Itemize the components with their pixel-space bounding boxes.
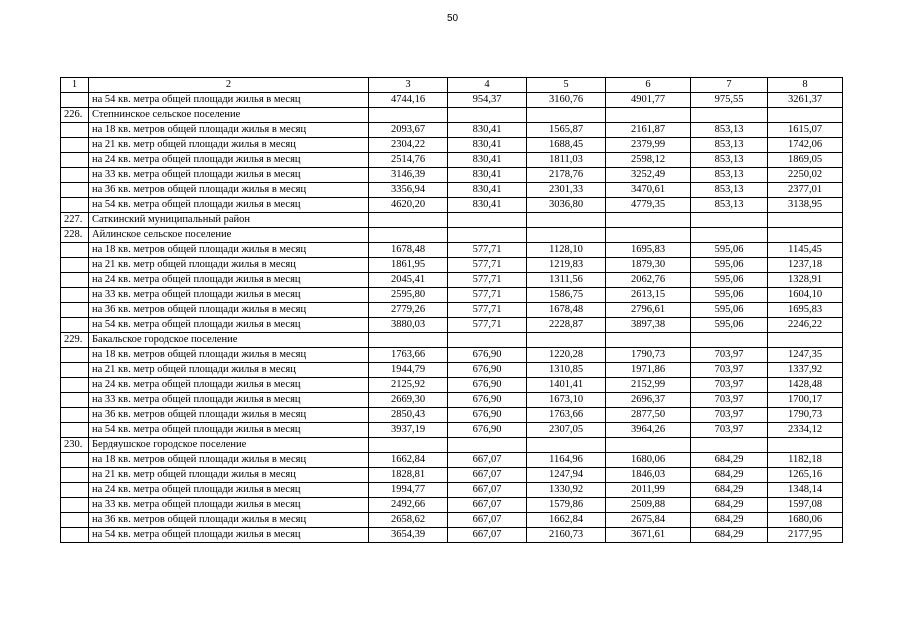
value-cell-col-8: 1790,73 bbox=[768, 408, 843, 423]
value-cell-col-3 bbox=[369, 333, 448, 348]
value-cell-col-4: 830,41 bbox=[448, 168, 527, 183]
row-number bbox=[61, 168, 89, 183]
row-description: на 54 кв. метра общей площади жилья в месяц bbox=[89, 318, 369, 333]
value-cell-col-6: 2152,99 bbox=[606, 378, 691, 393]
value-cell-col-4: 667,07 bbox=[448, 513, 527, 528]
row-number bbox=[61, 303, 89, 318]
value-cell-col-7: 853,13 bbox=[691, 183, 768, 198]
value-cell-col-3: 2669,30 bbox=[369, 393, 448, 408]
value-cell-col-8: 1265,16 bbox=[768, 468, 843, 483]
table-row bbox=[61, 153, 843, 168]
table-row bbox=[61, 528, 843, 543]
value-cell-col-5: 1662,84 bbox=[527, 513, 606, 528]
table-row bbox=[61, 258, 843, 273]
tariff-table bbox=[60, 77, 843, 543]
value-cell-col-6 bbox=[606, 438, 691, 453]
value-cell-col-8: 1237,18 bbox=[768, 258, 843, 273]
value-cell-col-4: 577,71 bbox=[448, 288, 527, 303]
row-number bbox=[61, 93, 89, 108]
row-description: на 36 кв. метров общей площади жилья в месяц bbox=[89, 303, 369, 318]
value-cell-col-7: 853,13 bbox=[691, 198, 768, 213]
row-description: на 33 кв. метра общей площади жилья в месяц bbox=[89, 393, 369, 408]
value-cell-col-5 bbox=[527, 333, 606, 348]
value-cell-col-8: 2377,01 bbox=[768, 183, 843, 198]
value-cell-col-6: 3964,26 bbox=[606, 423, 691, 438]
value-cell-col-7: 595,06 bbox=[691, 258, 768, 273]
value-cell-col-6: 1846,03 bbox=[606, 468, 691, 483]
value-cell-col-8: 1680,06 bbox=[768, 513, 843, 528]
row-number bbox=[61, 408, 89, 423]
value-cell-col-3: 3880,03 bbox=[369, 318, 448, 333]
table-row bbox=[61, 138, 843, 153]
value-cell-col-5: 2228,87 bbox=[527, 318, 606, 333]
table-row bbox=[61, 483, 843, 498]
value-cell-col-3 bbox=[369, 438, 448, 453]
value-cell-col-4: 667,07 bbox=[448, 468, 527, 483]
value-cell-col-5 bbox=[527, 228, 606, 243]
value-cell-col-7: 684,29 bbox=[691, 453, 768, 468]
value-cell-col-6: 4901,77 bbox=[606, 93, 691, 108]
value-cell-col-6 bbox=[606, 213, 691, 228]
row-number bbox=[61, 483, 89, 498]
value-cell-col-6: 3897,38 bbox=[606, 318, 691, 333]
value-cell-col-5: 1164,96 bbox=[527, 453, 606, 468]
value-cell-col-3: 4744,16 bbox=[369, 93, 448, 108]
table-row bbox=[61, 363, 843, 378]
row-number bbox=[61, 348, 89, 363]
value-cell-col-7: 703,97 bbox=[691, 408, 768, 423]
row-description: Бакальское городское поселение bbox=[89, 333, 369, 348]
row-number bbox=[61, 288, 89, 303]
row-description: на 36 кв. метров общей площади жилья в месяц bbox=[89, 513, 369, 528]
row-number bbox=[61, 198, 89, 213]
row-number: 227. bbox=[61, 213, 89, 228]
value-cell-col-5: 2301,33 bbox=[527, 183, 606, 198]
table-row bbox=[61, 453, 843, 468]
table-row bbox=[61, 348, 843, 363]
value-cell-col-6: 1680,06 bbox=[606, 453, 691, 468]
value-cell-col-8: 1328,91 bbox=[768, 273, 843, 288]
value-cell-col-4: 577,71 bbox=[448, 303, 527, 318]
value-cell-col-3: 1861,95 bbox=[369, 258, 448, 273]
value-cell-col-5: 1220,28 bbox=[527, 348, 606, 363]
column-header-3: 3 bbox=[369, 78, 448, 93]
value-cell-col-5: 1330,92 bbox=[527, 483, 606, 498]
value-cell-col-4: 577,71 bbox=[448, 243, 527, 258]
table-row bbox=[61, 468, 843, 483]
table-row bbox=[61, 228, 843, 243]
value-cell-col-6: 4779,35 bbox=[606, 198, 691, 213]
value-cell-col-3: 3356,94 bbox=[369, 183, 448, 198]
value-cell-col-5: 2178,76 bbox=[527, 168, 606, 183]
value-cell-col-3: 1994,77 bbox=[369, 483, 448, 498]
value-cell-col-7: 595,06 bbox=[691, 303, 768, 318]
value-cell-col-8: 3138,95 bbox=[768, 198, 843, 213]
value-cell-col-4: 667,07 bbox=[448, 498, 527, 513]
table-row bbox=[61, 93, 843, 108]
table-row bbox=[61, 333, 843, 348]
column-header-7: 7 bbox=[691, 78, 768, 93]
row-description: на 54 кв. метра общей площади жилья в месяц bbox=[89, 423, 369, 438]
value-cell-col-3: 1763,66 bbox=[369, 348, 448, 363]
row-number bbox=[61, 513, 89, 528]
value-cell-col-4: 667,07 bbox=[448, 453, 527, 468]
row-number: 226. bbox=[61, 108, 89, 123]
value-cell-col-3 bbox=[369, 213, 448, 228]
header-row bbox=[61, 78, 843, 93]
value-cell-col-4: 676,90 bbox=[448, 408, 527, 423]
row-number bbox=[61, 453, 89, 468]
value-cell-col-4: 676,90 bbox=[448, 393, 527, 408]
row-description: Саткинский муниципальный район bbox=[89, 213, 369, 228]
value-cell-col-4 bbox=[448, 333, 527, 348]
table-row bbox=[61, 378, 843, 393]
row-description: на 54 кв. метра общей площади жилья в месяц bbox=[89, 528, 369, 543]
value-cell-col-3: 2514,76 bbox=[369, 153, 448, 168]
value-cell-col-5: 1401,41 bbox=[527, 378, 606, 393]
row-number bbox=[61, 183, 89, 198]
row-number bbox=[61, 273, 89, 288]
value-cell-col-6: 1971,86 bbox=[606, 363, 691, 378]
value-cell-col-8: 2334,12 bbox=[768, 423, 843, 438]
row-number bbox=[61, 318, 89, 333]
value-cell-col-5: 1763,66 bbox=[527, 408, 606, 423]
value-cell-col-8: 1337,92 bbox=[768, 363, 843, 378]
row-number bbox=[61, 423, 89, 438]
row-description: на 21 кв. метр общей площади жилья в месяц bbox=[89, 258, 369, 273]
value-cell-col-8: 3261,37 bbox=[768, 93, 843, 108]
value-cell-col-8 bbox=[768, 333, 843, 348]
value-cell-col-7: 703,97 bbox=[691, 378, 768, 393]
value-cell-col-4 bbox=[448, 228, 527, 243]
value-cell-col-8: 1869,05 bbox=[768, 153, 843, 168]
value-cell-col-6: 2011,99 bbox=[606, 483, 691, 498]
value-cell-col-6: 3671,61 bbox=[606, 528, 691, 543]
row-number bbox=[61, 498, 89, 513]
value-cell-col-7: 975,55 bbox=[691, 93, 768, 108]
value-cell-col-5: 1811,03 bbox=[527, 153, 606, 168]
value-cell-col-6: 2379,99 bbox=[606, 138, 691, 153]
value-cell-col-3: 3146,39 bbox=[369, 168, 448, 183]
page-number: 50 bbox=[446, 13, 459, 24]
value-cell-col-4 bbox=[448, 438, 527, 453]
row-description: на 24 кв. метра общей площади жилья в месяц bbox=[89, 483, 369, 498]
table-row bbox=[61, 198, 843, 213]
table-row bbox=[61, 108, 843, 123]
value-cell-col-3: 2850,43 bbox=[369, 408, 448, 423]
value-cell-col-8: 1145,45 bbox=[768, 243, 843, 258]
value-cell-col-7: 595,06 bbox=[691, 243, 768, 258]
value-cell-col-3: 2779,26 bbox=[369, 303, 448, 318]
value-cell-col-5: 2160,73 bbox=[527, 528, 606, 543]
value-cell-col-3: 3937,19 bbox=[369, 423, 448, 438]
value-cell-col-4: 577,71 bbox=[448, 258, 527, 273]
table-row bbox=[61, 498, 843, 513]
value-cell-col-5: 1673,10 bbox=[527, 393, 606, 408]
value-cell-col-4: 830,41 bbox=[448, 183, 527, 198]
column-header-name: 2 bbox=[89, 78, 369, 93]
row-description: на 18 кв. метров общей площади жилья в месяц bbox=[89, 123, 369, 138]
value-cell-col-6: 2696,37 bbox=[606, 393, 691, 408]
value-cell-col-7: 684,29 bbox=[691, 483, 768, 498]
row-description: на 36 кв. метров общей площади жилья в месяц bbox=[89, 183, 369, 198]
value-cell-col-6: 2613,15 bbox=[606, 288, 691, 303]
value-cell-col-3: 2595,80 bbox=[369, 288, 448, 303]
row-number bbox=[61, 258, 89, 273]
row-number bbox=[61, 393, 89, 408]
value-cell-col-6 bbox=[606, 108, 691, 123]
row-description: на 33 кв. метра общей площади жилья в месяц bbox=[89, 288, 369, 303]
value-cell-col-7: 595,06 bbox=[691, 273, 768, 288]
value-cell-col-6: 1695,83 bbox=[606, 243, 691, 258]
value-cell-col-3: 4620,20 bbox=[369, 198, 448, 213]
value-cell-col-7: 853,13 bbox=[691, 123, 768, 138]
row-description: Бердяушское городское поселение bbox=[89, 438, 369, 453]
table-row bbox=[61, 408, 843, 423]
value-cell-col-7: 703,97 bbox=[691, 423, 768, 438]
column-header-8: 8 bbox=[768, 78, 843, 93]
table-row bbox=[61, 183, 843, 198]
value-cell-col-6: 2062,76 bbox=[606, 273, 691, 288]
column-header-4: 4 bbox=[448, 78, 527, 93]
value-cell-col-5 bbox=[527, 108, 606, 123]
value-cell-col-5: 3160,76 bbox=[527, 93, 606, 108]
value-cell-col-7: 853,13 bbox=[691, 153, 768, 168]
row-description: на 21 кв. метр общей площади жилья в месяц bbox=[89, 138, 369, 153]
value-cell-col-8: 1597,08 bbox=[768, 498, 843, 513]
value-cell-col-7 bbox=[691, 228, 768, 243]
value-cell-col-6: 2598,12 bbox=[606, 153, 691, 168]
value-cell-col-6: 2675,84 bbox=[606, 513, 691, 528]
column-header-number: 1 bbox=[61, 78, 89, 93]
row-number bbox=[61, 123, 89, 138]
table-row bbox=[61, 513, 843, 528]
row-number: 228. bbox=[61, 228, 89, 243]
value-cell-col-8 bbox=[768, 438, 843, 453]
value-cell-col-8: 1348,14 bbox=[768, 483, 843, 498]
value-cell-col-4: 830,41 bbox=[448, 198, 527, 213]
table-row bbox=[61, 213, 843, 228]
value-cell-col-8: 1604,10 bbox=[768, 288, 843, 303]
value-cell-col-7: 684,29 bbox=[691, 513, 768, 528]
row-description: на 54 кв. метра общей площади жилья в месяц bbox=[89, 93, 369, 108]
row-description: на 54 кв. метра общей площади жилья в месяц bbox=[89, 198, 369, 213]
value-cell-col-6: 1790,73 bbox=[606, 348, 691, 363]
value-cell-col-7 bbox=[691, 213, 768, 228]
value-cell-col-7: 684,29 bbox=[691, 528, 768, 543]
value-cell-col-8: 2177,95 bbox=[768, 528, 843, 543]
row-number bbox=[61, 378, 89, 393]
table-row bbox=[61, 318, 843, 333]
value-cell-col-8 bbox=[768, 228, 843, 243]
table-row bbox=[61, 273, 843, 288]
value-cell-col-4: 667,07 bbox=[448, 483, 527, 498]
row-description: на 21 кв. метр общей площади жилья в месяц bbox=[89, 363, 369, 378]
value-cell-col-4: 830,41 bbox=[448, 138, 527, 153]
value-cell-col-3: 2658,62 bbox=[369, 513, 448, 528]
value-cell-col-8: 1247,35 bbox=[768, 348, 843, 363]
value-cell-col-3: 1828,81 bbox=[369, 468, 448, 483]
value-cell-col-6: 2796,61 bbox=[606, 303, 691, 318]
value-cell-col-7 bbox=[691, 438, 768, 453]
value-cell-col-5: 1311,56 bbox=[527, 273, 606, 288]
value-cell-col-6 bbox=[606, 228, 691, 243]
row-description: на 21 кв. метр общей площади жилья в месяц bbox=[89, 468, 369, 483]
table-row bbox=[61, 423, 843, 438]
value-cell-col-4: 676,90 bbox=[448, 378, 527, 393]
value-cell-col-5: 1128,10 bbox=[527, 243, 606, 258]
value-cell-col-6: 2161,87 bbox=[606, 123, 691, 138]
column-header-5: 5 bbox=[527, 78, 606, 93]
value-cell-col-7: 595,06 bbox=[691, 318, 768, 333]
value-cell-col-5: 1688,45 bbox=[527, 138, 606, 153]
row-description: на 33 кв. метра общей площади жилья в месяц bbox=[89, 168, 369, 183]
value-cell-col-4: 954,37 bbox=[448, 93, 527, 108]
value-cell-col-6: 1879,30 bbox=[606, 258, 691, 273]
table-body bbox=[61, 78, 843, 543]
row-number: 229. bbox=[61, 333, 89, 348]
value-cell-col-7: 703,97 bbox=[691, 393, 768, 408]
value-cell-col-4: 577,71 bbox=[448, 318, 527, 333]
value-cell-col-3 bbox=[369, 228, 448, 243]
value-cell-col-4: 667,07 bbox=[448, 528, 527, 543]
value-cell-col-3: 1944,79 bbox=[369, 363, 448, 378]
value-cell-col-6 bbox=[606, 333, 691, 348]
value-cell-col-3: 2125,92 bbox=[369, 378, 448, 393]
value-cell-col-6: 3470,61 bbox=[606, 183, 691, 198]
value-cell-col-5: 1586,75 bbox=[527, 288, 606, 303]
value-cell-col-3: 2492,66 bbox=[369, 498, 448, 513]
row-number bbox=[61, 243, 89, 258]
value-cell-col-3: 1662,84 bbox=[369, 453, 448, 468]
row-description: Айлинское сельское поселение bbox=[89, 228, 369, 243]
value-cell-col-5: 1247,94 bbox=[527, 468, 606, 483]
value-cell-col-7: 853,13 bbox=[691, 138, 768, 153]
value-cell-col-7 bbox=[691, 333, 768, 348]
table-row bbox=[61, 438, 843, 453]
row-description: на 24 кв. метра общей площади жилья в месяц bbox=[89, 273, 369, 288]
value-cell-col-4: 676,90 bbox=[448, 423, 527, 438]
value-cell-col-6: 2509,88 bbox=[606, 498, 691, 513]
value-cell-col-4: 830,41 bbox=[448, 153, 527, 168]
value-cell-col-5: 1678,48 bbox=[527, 303, 606, 318]
value-cell-col-8 bbox=[768, 213, 843, 228]
table-row bbox=[61, 288, 843, 303]
row-description: на 36 кв. метров общей площади жилья в месяц bbox=[89, 408, 369, 423]
table-row bbox=[61, 303, 843, 318]
value-cell-col-8: 1615,07 bbox=[768, 123, 843, 138]
value-cell-col-6: 3252,49 bbox=[606, 168, 691, 183]
row-description: на 24 кв. метра общей площади жилья в месяц bbox=[89, 153, 369, 168]
value-cell-col-5: 1310,85 bbox=[527, 363, 606, 378]
value-cell-col-5: 1219,83 bbox=[527, 258, 606, 273]
row-number bbox=[61, 528, 89, 543]
value-cell-col-4: 577,71 bbox=[448, 273, 527, 288]
value-cell-col-7 bbox=[691, 108, 768, 123]
value-cell-col-3: 1678,48 bbox=[369, 243, 448, 258]
value-cell-col-7: 853,13 bbox=[691, 168, 768, 183]
value-cell-col-8: 2246,22 bbox=[768, 318, 843, 333]
row-description: на 18 кв. метров общей площади жилья в месяц bbox=[89, 348, 369, 363]
row-description: на 18 кв. метров общей площади жилья в месяц bbox=[89, 453, 369, 468]
table-row bbox=[61, 168, 843, 183]
table-row bbox=[61, 243, 843, 258]
value-cell-col-8: 1182,18 bbox=[768, 453, 843, 468]
value-cell-col-5: 3036,80 bbox=[527, 198, 606, 213]
value-cell-col-4 bbox=[448, 108, 527, 123]
value-cell-col-7: 684,29 bbox=[691, 498, 768, 513]
row-number bbox=[61, 153, 89, 168]
value-cell-col-4: 676,90 bbox=[448, 348, 527, 363]
column-header-6: 6 bbox=[606, 78, 691, 93]
value-cell-col-4: 676,90 bbox=[448, 363, 527, 378]
value-cell-col-5: 1565,87 bbox=[527, 123, 606, 138]
value-cell-col-5: 2307,05 bbox=[527, 423, 606, 438]
value-cell-col-7: 703,97 bbox=[691, 348, 768, 363]
value-cell-col-8 bbox=[768, 108, 843, 123]
value-cell-col-7: 595,06 bbox=[691, 288, 768, 303]
row-description: на 24 кв. метра общей площади жилья в месяц bbox=[89, 378, 369, 393]
value-cell-col-8: 1742,06 bbox=[768, 138, 843, 153]
row-number bbox=[61, 468, 89, 483]
value-cell-col-8: 1700,17 bbox=[768, 393, 843, 408]
value-cell-col-7: 684,29 bbox=[691, 468, 768, 483]
value-cell-col-5: 1579,86 bbox=[527, 498, 606, 513]
value-cell-col-3 bbox=[369, 108, 448, 123]
row-description: Степнинское сельское поселение bbox=[89, 108, 369, 123]
value-cell-col-3: 3654,39 bbox=[369, 528, 448, 543]
value-cell-col-3: 2304,22 bbox=[369, 138, 448, 153]
value-cell-col-3: 2093,67 bbox=[369, 123, 448, 138]
table-row bbox=[61, 393, 843, 408]
value-cell-col-7: 703,97 bbox=[691, 363, 768, 378]
value-cell-col-5 bbox=[527, 438, 606, 453]
row-description: на 33 кв. метра общей площади жилья в месяц bbox=[89, 498, 369, 513]
value-cell-col-6: 2877,50 bbox=[606, 408, 691, 423]
value-cell-col-3: 2045,41 bbox=[369, 273, 448, 288]
row-description: на 18 кв. метров общей площади жилья в месяц bbox=[89, 243, 369, 258]
value-cell-col-8: 1428,48 bbox=[768, 378, 843, 393]
value-cell-col-4: 830,41 bbox=[448, 123, 527, 138]
value-cell-col-5 bbox=[527, 213, 606, 228]
row-number bbox=[61, 363, 89, 378]
row-number bbox=[61, 138, 89, 153]
value-cell-col-4 bbox=[448, 213, 527, 228]
table-row bbox=[61, 123, 843, 138]
value-cell-col-8: 1695,83 bbox=[768, 303, 843, 318]
value-cell-col-8: 2250,02 bbox=[768, 168, 843, 183]
row-number: 230. bbox=[61, 438, 89, 453]
